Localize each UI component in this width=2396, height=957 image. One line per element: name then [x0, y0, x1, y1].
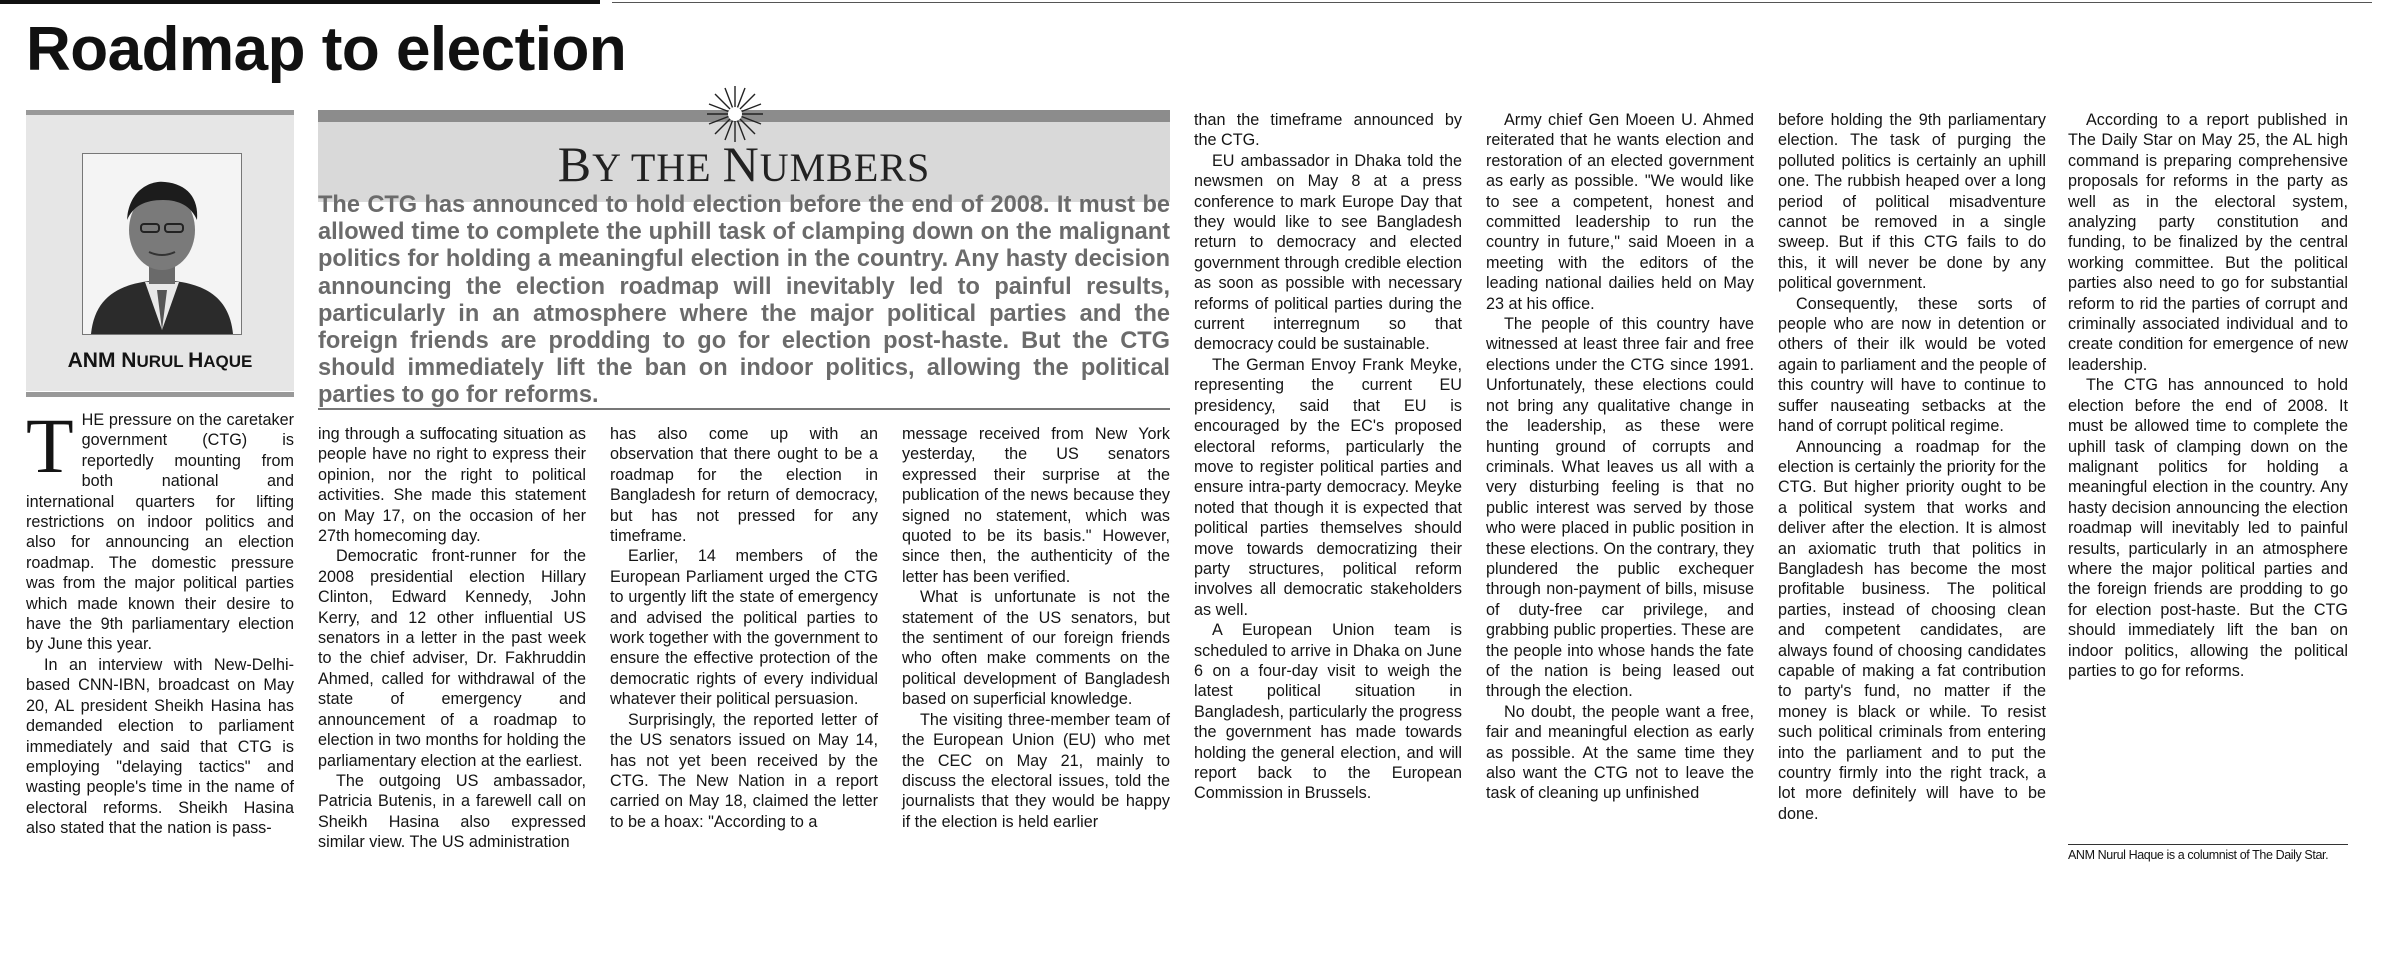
column-4: [902, 424, 1170, 832]
paragraph: The German Envoy Frank Meyke, representing the current EU presidency, said that EU is encouraged by the EC's proposed electoral reforms, particularly the move to register political parties and ensure intra-party democracy. Meyke noted that though it is expected that political parties themselves should move towards democratizing their party structures, political reform involves all democratic stakeholders as well.: [1194, 355, 1462, 619]
column-7: [1778, 110, 2046, 824]
headline: Roadmap to election: [26, 15, 627, 84]
column-8: [2068, 110, 2348, 681]
column-1: [26, 402, 294, 839]
summary-underline: [318, 408, 1170, 410]
paragraph: Earlier, 14 members of the European Parliament urged the CTG to urgently lift the state of emergency and advised the political parties to work together with the government to ensure the effective protection of the democratic rights of every individual whatever their political persuasion.: [610, 547, 878, 709]
paragraph: Surprisingly, the reported letter of the US senators issued on May 14, has not yet been received by the CTG. The New Nation in a report carried on May 18, claimed the letter to be a hoax: "According to a: [610, 710, 878, 831]
paragraph: message received from New York yesterday, the US senators expressed their surprise at the publication of the news because they signed no statement, which was quoted to be its basis." However, since then, the authenticity of the letter has been verified.: [902, 425, 1170, 586]
author-box-bottom-rule: [26, 392, 294, 397]
paragraph: has also come up with an observation that there ought to be a roadmap for the election in Bangladesh for return of democracy, but has not pressed for any timeframe.: [610, 425, 878, 546]
top-rule-thin: [612, 2, 2372, 3]
paragraph: The people of this country have witnessed at least three fair and free elections under the CTG since 1991. Unfortunately, these elections could not bring any qualitative change in the leadership, as these were hunting ground of corrupts and criminals. What leaves us all with a very disturbing feeling is that no public interest was served by those who were placed in public position in these elections. On the contrary, they plundered the public exchequer through non-payment of bills, misuse of duty-free car privilege, and grabbing public properties. These are the people into whose hands the fate of the nation is being leased out through the election.: [1486, 315, 1754, 701]
drop-cap: T: [26, 402, 74, 489]
paragraph: than the timeframe announced by the CTG.: [1194, 111, 1462, 150]
paragraph: before holding the 9th parliamentary election. The task of purging the polluted politics is certainly an uphill one. The rubbish heaped over a long period of political misadventure cannot be removed in a single sweep. But if this CTG fails to do this, it will never be done by any political government.: [1778, 111, 2046, 293]
paragraph: ing through a suffocating situation as people have no right to express their opinion, nor the right to political activities. She made this statement on May 17, on the occasion of her 27th homecoming day.: [318, 425, 586, 546]
starburst-icon: [705, 84, 765, 144]
top-rule-thick: [0, 0, 600, 4]
paragraph: Announcing a roadmap for the election is certainly the priority for the CTG. But higher priority ought to be a political system that works and deliver after the election. It is almost an axiomatic truth that politics in Bangladesh has become the most profitable business. The political parties, instead of choosing clean and competent candidates, are always found of choosing candidates capable of making a fat contribution to party's fund, no matter if the money is black or while. To resist such political criminals from entering into the parliament and to put the country firmly into the right track, a lot more definitely will have to be done.: [1778, 437, 2046, 823]
paragraph: A European Union team is scheduled to arrive in Dhaka on June 6 on a four-day visit to weigh the latest political situation in Bangladesh, particularly the progress the government has made towards holding the general election, and will report back to the European Commission in Brussels.: [1194, 621, 1462, 803]
paragraph: Army chief Gen Moeen U. Ahmed reiterated that he wants election and restoration of an elected government as early as possible. "We would like to see a competent, honest and committed leadership to run the country in future," said Moeen in a meeting with the editors of the leading national dailies held on May 23 at his office.: [1486, 111, 1754, 313]
paragraph: EU ambassador in Dhaka told the newsmen on May 8 at a press conference to mark Europe Day that they would like to see Bangladesh return to democracy and elected government through credible election as soon as possible with necessary reforms of political parties during the current interregnum so that democracy could be sustainable.: [1194, 151, 1462, 354]
author-portrait-image: [83, 154, 241, 334]
author-photo: [82, 153, 242, 335]
paragraph: No doubt, the people want a free, fair and meaningful election as early as possible. At the same time they also want the CTG not to leave the task of cleaning up unfinished: [1486, 702, 1754, 803]
paragraph: The CTG has announced to hold election before the end of 2008. It must be allowed time to complete the uphill task of clamping down on the malignant politics for holding a meaningful election in the country. Any hasty decision announcing the election roadmap will inevitably led to painful results, particularly in an atmosphere where the major political parties and the foreign friends are prodding to go for election post-haste. But the CTG should immediately lift the ban on indoor politics, allowing the political parties to go for reforms.: [2068, 376, 2348, 680]
author-box: [26, 110, 294, 391]
author-footnote: ANM Nurul Haque is a columnist of The Daily Star.: [2068, 844, 2348, 862]
lead-paragraph: THE pressure on the caretaker government (CTG) is reportedly mounting from both national and international quarters for lifting restrictions on indoor politics and also for announcing an election roadmap. The domestic pressure was from the major political parties which made known their desire to have the 9th parliamentary election by June this year.: [26, 402, 294, 654]
paragraph: Consequently, these sorts of people who are now in detention or others of their ilk would be voted again to parliament and the people of this country will have to continue to suffer nauseating setbacks at the hand of corrupt political regime.: [1778, 294, 2046, 436]
paragraph: What is unfortunate is not the statement of the US senators, but the sentiment of our foreign friends who often make comments on the political development of Bangladesh based on superficial knowledge.: [902, 588, 1170, 709]
author-name: ANM NURUL HAQUE: [67, 349, 253, 372]
column-6: [1486, 110, 1754, 804]
by-the-numbers-title: BY THE NUMBERS: [557, 136, 931, 192]
paragraph: Democratic front-runner for the 2008 presidential election Hillary Clinton, Edward Kennedy, John Kerry, and 12 other influential US senators in a letter in the past week to the chief adviser, Dr. Fakhruddin Ahmed, called for withdrawal of the state of emergency and announcement of a roadmap to election in two months for holding the parliamentary election at the earliest.: [318, 547, 586, 770]
column-3: [610, 424, 878, 832]
column-2: [318, 424, 586, 853]
column-5: [1194, 110, 1462, 804]
paragraph: The outgoing US ambassador, Patricia Butenis, in a farewell call on Sheikh Hasina also expressed similar view. The US administration: [318, 771, 586, 852]
paragraph: According to a report published in The Daily Star on May 25, the AL high command is preparing comprehensive proposals for reforms in the party as well as in the electoral system, analyzing party constitution and funding, to be finalized by the central working committee. But the political parties also need to go for substantial reform to rid the parties of corrupt and criminally associated individual and to create condition for emergence of new leadership.: [2068, 111, 2348, 374]
paragraph: In an interview with New-Delhi-based CNN-IBN, broadcast on May 20, AL president Sheikh Hasina has demanded election to parliament immediately and said that CTG is employing "delaying tactics" and wasting people's time in the name of electoral reforms. Sheikh Hasina also stated that the nation is pass-: [26, 655, 294, 838]
paragraph: The visiting three-member team of the European Union (EU) who met the CEC on May 21, mainly to discuss the electoral issues, told the journalists that they would be happy if the election is held earlier: [902, 710, 1170, 831]
by-the-numbers-summary: The CTG has announced to hold election before the end of 2008. It must be allowed time to complete the uphill task of clamping down on the malignant politics for holding a meaningful election in the country. Any hasty decision announcing the election roadmap will inevitably led to painful results, particularly in an atmosphere where the major political parties and the foreign friends are prodding to go for election post-haste. But the CTG should immediately lift the ban on indoor politics, allowing the political parties to go for reforms.: [318, 192, 1170, 409]
